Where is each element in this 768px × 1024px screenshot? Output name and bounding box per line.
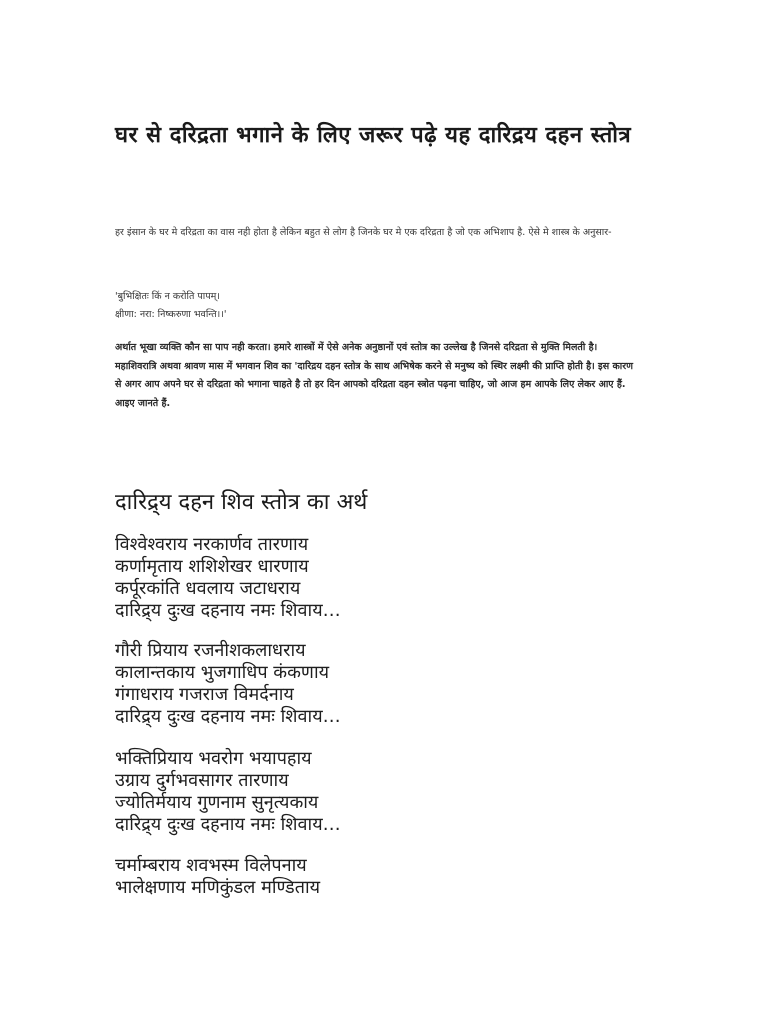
verse-line: कालान्तकाय भुजगाधिप कंकणाय [115, 662, 330, 683]
verse-line: उग्राय दुर्गभवसागर तारणाय [115, 770, 289, 791]
explanation-paragraph: अर्थात भूखा व्यक्ति कौन सा पाप नही करता। हमारे शास्त्रों में ऐसे अनेक अनुष्ठानों एवं स्तोत्र का उल्लेख है जिनसे दरिद्रता से मुक्ति मिलती है। महाशिवरात्रि अथवा श्रावण मास में भगवान शिव का 'दारिद्रय दहन स्तोत्र के साथ अभिषेक करने से मनुष्य को स्थिर लक्ष्मी की प्राप्ति होती है। इस कारण से अगर आप अपने घर से दरिद्रता को भगाना चाहते है तो हर दिन आपको दरिद्रता दहन स्त्रोत पढ़ना चाहिए, जो आज हम आपके लिए लेकर आए हैं. आइए जानते हैं. [115, 342, 633, 409]
verse-line: गौरी प्रियाय रजनीशकलाधराय [115, 640, 306, 661]
verse-line: ज्योतिर्मयाय गुणनाम सुनृत्यकाय [115, 792, 319, 813]
verse-stanza [115, 855, 655, 899]
verse-stanza [115, 748, 655, 836]
shloka-quote [115, 288, 655, 324]
verse-line: विश्वेश्वराय नरकार्णव तारणाय [115, 534, 309, 555]
verse-line: भालेक्षणाय मणिकुंडल मण्डिताय [115, 877, 321, 898]
verse-line: दारिद्र्य दुःख दहनाय नमः शिवाय… [115, 600, 341, 621]
verse-line: चर्माम्बराय शवभस्म विलेपनाय [115, 855, 307, 876]
verse-stanza [115, 640, 655, 728]
verse-line: कर्पूरकांति धवलाय जटाधराय [115, 578, 301, 599]
page-title: घर से दरिद्रता भगाने के लिए जरूर पढ़े यह दारिद्रय दहन स्तोत्र [115, 123, 632, 148]
shloka-line: 'बुभिक्षितः किं न करोति पापम्। [115, 291, 220, 302]
verse-line: दारिद्र्य दुःख दहनाय नमः शिवाय… [115, 814, 341, 835]
intro-paragraph: हर इंसान के घर मे दरिद्रता का वास नही होता है लेकिन बहुत से लोग है जिनके घर मे एक दरिद्रता है जो एक अभिशाप है. ऐसे मे शास्त्र के अनुसार- [115, 227, 612, 238]
verse-line: भक्तिप्रियाय भवरोग भयापहाय [115, 748, 312, 769]
verse-line: गंगाधराय गजराज विमर्दनाय [115, 684, 294, 705]
section-heading: दारिद्र्य दहन शिव स्तोत्र का अर्थ [115, 490, 368, 515]
verse-line: कर्णामृताय शशिशेखर धारणाय [115, 556, 309, 577]
verse-stanza [115, 534, 655, 622]
verse-line: दारिद्र्य दुःख दहनाय नमः शिवाय… [115, 706, 341, 727]
shloka-line: क्षीणा: नरा: निष्करुणा भवन्ति।।' [115, 309, 227, 320]
